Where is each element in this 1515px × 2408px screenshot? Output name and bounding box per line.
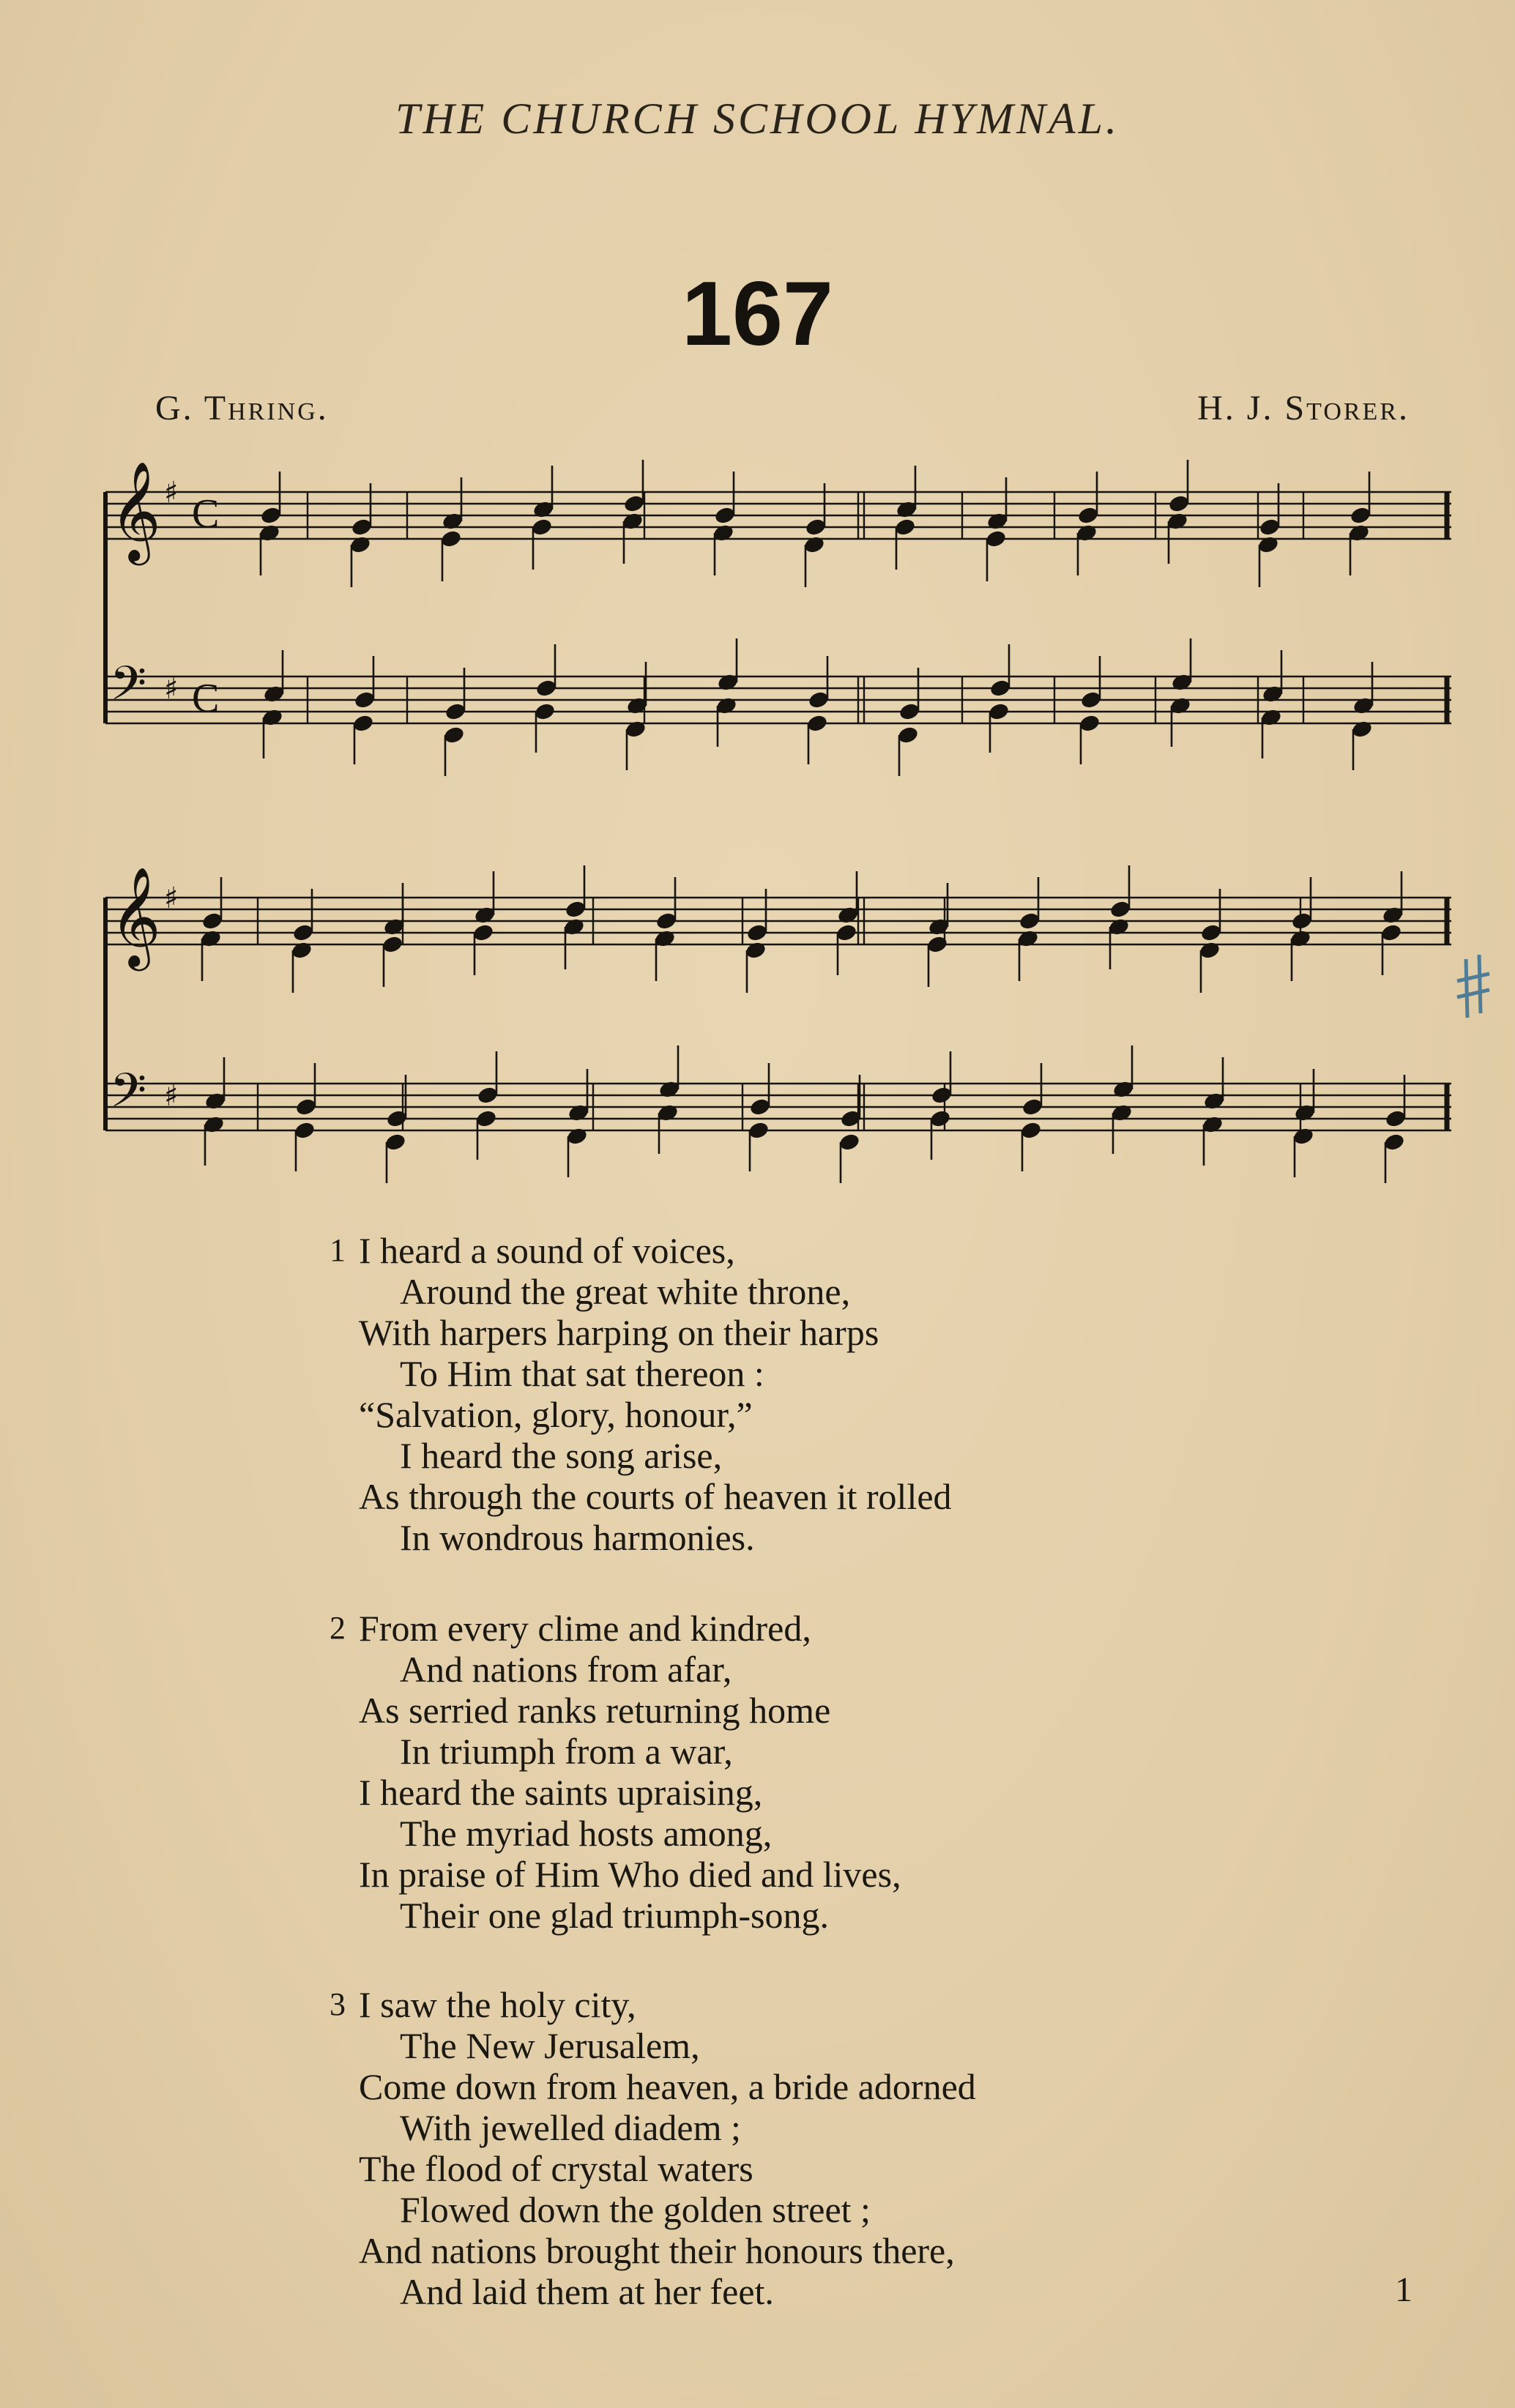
- verse-3: [330, 1984, 976, 2312]
- page-number: 1: [1395, 2270, 1412, 2309]
- margin-sharp-mark: [1457, 955, 1489, 1018]
- verse-line: In wondrous harmonies.: [400, 1517, 755, 1558]
- verse-line: With harpers harping on their harps: [359, 1312, 879, 1353]
- verse-line: In praise of Him Who died and lives,: [359, 1854, 901, 1895]
- verse-line: To Him that sat thereon :: [400, 1353, 764, 1394]
- verse-line: Their one glad triumph-song.: [400, 1895, 829, 1936]
- verse-number: 3: [330, 1986, 346, 2022]
- verse-line: I heard a sound of voices,: [359, 1230, 735, 1271]
- verse-line: As serried ranks returning home: [359, 1690, 831, 1731]
- verse-line: The myriad hosts among,: [400, 1813, 773, 1854]
- verse-line: I saw the holy city,: [359, 1984, 636, 2025]
- verse-line: I heard the song arise,: [400, 1435, 723, 1476]
- author-credit: G. Thring.: [155, 389, 329, 428]
- treble-clef: 𝄞: [110, 460, 161, 561]
- verse-number: 2: [330, 1610, 346, 1646]
- verse-line: Flowed down the golden street ;: [400, 2189, 871, 2230]
- key-signature-sharp: ♯: [164, 881, 179, 915]
- verse-line: Around the great white throne,: [400, 1271, 851, 1312]
- treble-clef: 𝄞: [110, 865, 161, 966]
- time-signature: C: [192, 491, 220, 537]
- verse-line: And nations brought their honours there,: [359, 2230, 955, 2271]
- time-signature: C: [192, 676, 220, 721]
- key-signature-sharp: ♯: [164, 1079, 179, 1113]
- verse-line: The New Jerusalem,: [400, 2025, 700, 2066]
- bass-clef: 𝄢: [110, 1064, 147, 1130]
- verse-1: [330, 1230, 952, 1558]
- bass-clef: 𝄢: [110, 657, 147, 723]
- hymn-number: 167: [682, 264, 833, 365]
- verse-line: Come down from heaven, a bride adorned: [359, 2066, 976, 2107]
- verse-line: From every clime and kindred,: [359, 1608, 811, 1649]
- music-systems: [105, 460, 1451, 1183]
- running-title: THE CHURCH SCHOOL HYMNAL.: [395, 94, 1120, 143]
- verse-line: I heard the saints upraising,: [359, 1772, 763, 1813]
- verse-line: And nations from afar,: [400, 1649, 732, 1690]
- verse-line: In triumph from a war,: [400, 1731, 733, 1772]
- verse-line: The flood of crystal waters: [359, 2148, 753, 2189]
- verse-line: “Salvation, glory, honour,”: [359, 1394, 753, 1435]
- verse-number: 1: [330, 1232, 346, 1268]
- composer-credit: H. J. Storer.: [1197, 389, 1410, 428]
- verse-2: [330, 1608, 901, 1936]
- verse-line: With jewelled diadem ;: [400, 2107, 741, 2148]
- verse-line: As through the courts of heaven it rolled: [359, 1476, 952, 1517]
- key-signature-sharp: ♯: [164, 672, 179, 706]
- key-signature-sharp: ♯: [164, 476, 179, 510]
- verse-line: And laid them at her feet.: [400, 2271, 774, 2312]
